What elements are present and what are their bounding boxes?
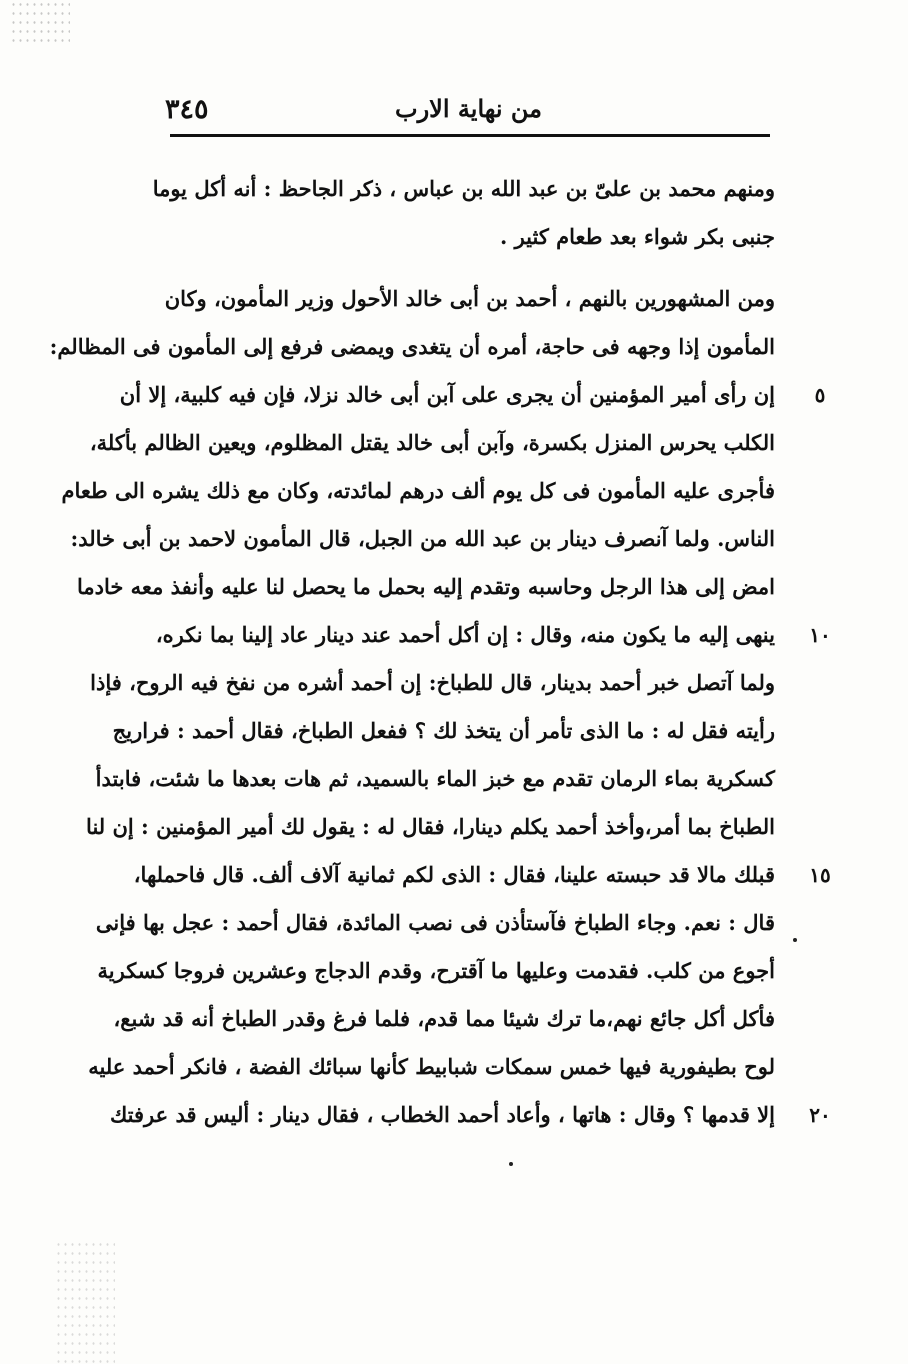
text-line: المأمون إذا وجهه فى حاجة، أمره أن يتغدى ويمضى فرفع إلى المأمون فى المظالم: (49, 334, 775, 359)
text-line: رأيته فقل له : ما الذى تأمر أن يتخذ لك ؟ ففعل الطباخ، فقال أحمد : فراريج (112, 718, 775, 743)
ink-dot (793, 938, 797, 942)
text-line: فأجرى عليه المأمون فى كل يوم ألف درهم لمائدته، وكان مع ذلك يشره الى طعام (61, 478, 775, 503)
text-line: جنبى بكر شواء بعد طعام كثير . (499, 224, 775, 249)
text-line: ولما آتصل خبر أحمد بدينار، قال للطباخ: إن أحمد أشره من نفخ فيه الروح، فإذا (90, 670, 775, 695)
text-line: ومنهم محمد بن علىّ بن عبد الله بن عباس ، ذكر الجاحظ : أنه أكل يوما (152, 176, 775, 201)
text-line: ومن المشهورين بالنهم ، أحمد بن أبى خالد الأحول وزير المأمون، وكان (164, 286, 775, 311)
margin-line-number: ٢٠ (809, 1103, 831, 1127)
text-line: امض إلى هذا الرجل وحاسبه وتقدم إليه بحمل ما يحصل لنا عليه وأنفذ معه خادما (76, 574, 775, 599)
text-line: فأكل أكل جائع نهم،ما ترك شيئا مما قدم، فلما فرغ وقدر الطباخ أنه قد شبع، (113, 1006, 775, 1031)
running-title: من نهاية الارب (395, 94, 542, 123)
page-number: ٣٤٥ (165, 94, 209, 125)
text-line: الكلب يحرس المنزل بكسرة، وآبن أبى خالد يقتل المظلوم، ويعين الظالم بأكلة، (89, 430, 775, 455)
text-line: كسكرية بماء الرمان تقدم مع خبز الماء بالسميد، ثم هات بعدها ما شئت، فابتدأ (95, 766, 775, 791)
text-line: لوح بطيفورية فيها خمس سمكات شبابيط كأنها سبائك الفضة ، فانكر أحمد عليه (88, 1054, 775, 1079)
text-line: إن رأى أمير المؤمنين أن يجرى على آبن أبى خالد نزلا، فإن فيه كلبية، إلا أن (119, 382, 775, 407)
text-line: أجوع من كلب. فقدمت وعليها ما آقترح، وقدم الدجاج وعشرين فروجا كسكرية (97, 958, 775, 983)
text-line: إلا قدمها ؟ وقال : هاتها ، وأعاد أحمد الخطاب ، فقال دينار : أليس قد عرفتك (109, 1102, 775, 1127)
text-line: الطباخ بما أمر،وأخذ أحمد يكلم دينارا، فقال له : يقول لك أمير المؤمنين : إن لنا (86, 814, 775, 839)
text-line: ينهى إليه ما يكون منه، وقال : إن أكل أحمد عند دينار عاد إلينا بما نكره، (155, 622, 775, 647)
text-line: قال : نعم. وجاء الطباخ فآستأذن فى نصب المائدة، فقال أحمد : عجل بها فإنى (95, 910, 775, 935)
scan-noise (10, 0, 70, 48)
text-line: قبلك مالا قد حبسته علينا، فقال : الذى لكم ثمانية آلاف ألف. قال فاحملها، (133, 862, 775, 887)
text-line: الناس. ولما آنصرف دينار بن عبد الله من الجبل، قال المأمون لاحمد بن أبى خالد: (70, 526, 775, 551)
scan-noise (55, 1240, 115, 1364)
ink-dot (509, 1162, 513, 1166)
margin-line-number: ١٠ (809, 623, 831, 647)
body-text (49, 165, 775, 1139)
header-rule (170, 134, 770, 137)
margin-line-number: ٥ (814, 383, 826, 407)
running-header (165, 90, 770, 134)
margin-line-number: ١٥ (809, 863, 831, 887)
